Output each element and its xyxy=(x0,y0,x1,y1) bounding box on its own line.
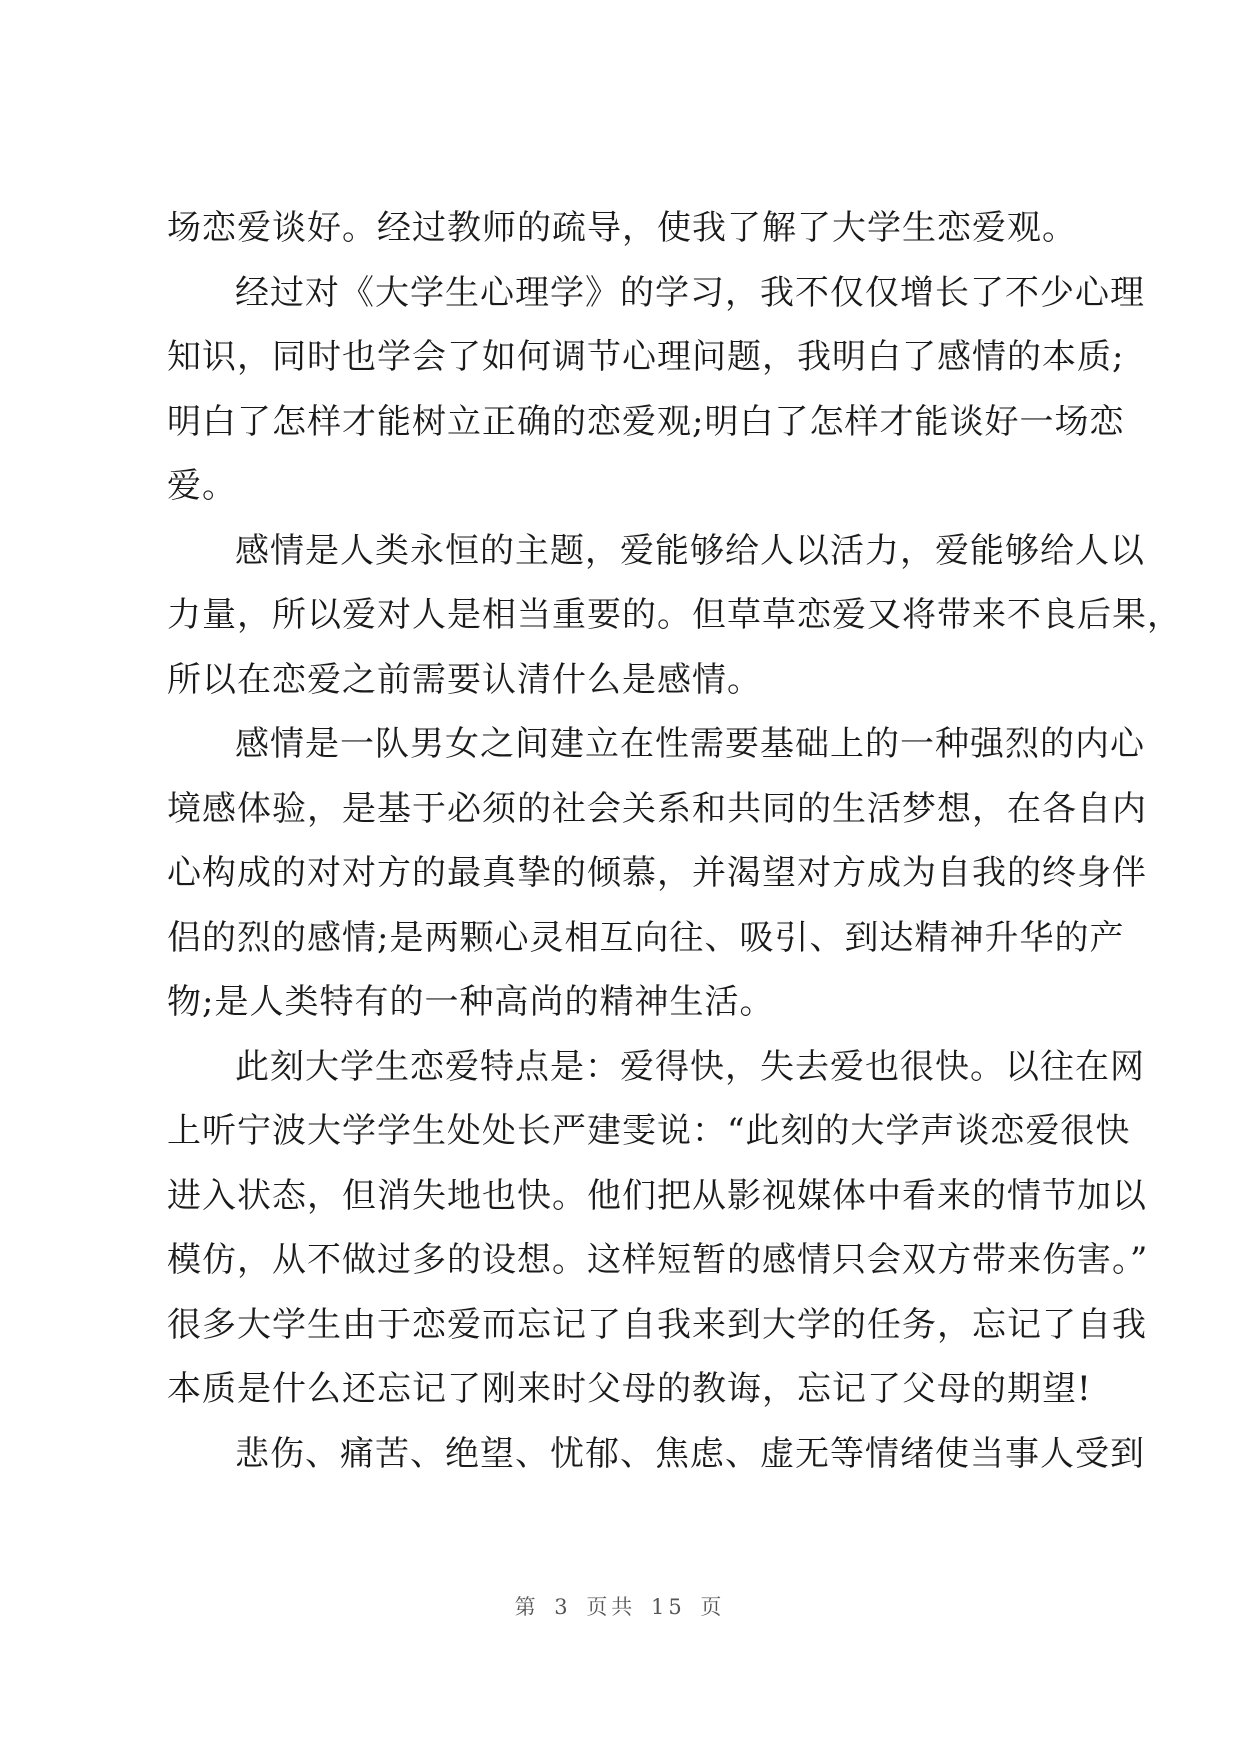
text-line: 经过对《大学生心理学》的学习，我不仅仅增长了不少心理 xyxy=(235,272,1145,313)
text-line: 爱。 xyxy=(167,466,237,506)
text-line: 场恋爱谈好。经过教师的疏导，使我了解了大学生恋爱观。 xyxy=(167,208,1077,248)
text-line: 力量，所以爱对人是相当重要的。但草草恋爱又将带来不良后果， xyxy=(167,595,1182,635)
page-footer xyxy=(0,1591,1240,1621)
text-line: 很多大学生由于恋爱而忘记了自我来到大学的任务，忘记了自我 xyxy=(167,1304,1147,1345)
footer-total-pages: 15 xyxy=(651,1595,686,1619)
text-line: 境感体验，是基于必须的社会关系和共同的生活梦想，在各自内 xyxy=(167,788,1147,829)
footer-prefix: 第 xyxy=(514,1595,540,1619)
text-line: 心构成的对对方的最真挚的倾慕，并渴望对方成为自我的终身伴 xyxy=(167,853,1147,893)
text-line: 进入状态，但消失地也快。他们把从影视媒体中看来的情节加以 xyxy=(167,1175,1147,1216)
text-line: 知识，同时也学会了如何调节心理问题，我明白了感情的本质; xyxy=(167,337,1125,377)
footer-suffix: 页 xyxy=(700,1595,726,1619)
text-line: 感情是一队男女之间建立在性需要基础上的一种强烈的内心 xyxy=(235,724,1145,764)
text-line: 上听宁波大学学生处处长严建雯说：“此刻的大学声谈恋爱很快 xyxy=(167,1111,1131,1151)
text-line: 模仿，从不做过多的设想。这样短暂的感情只会双方带来伤害。” xyxy=(167,1240,1149,1280)
text-line: 本质是什么还忘记了刚来时父母的教诲，忘记了父母的期望! xyxy=(167,1369,1092,1409)
footer-current-page: 3 xyxy=(554,1595,572,1619)
footer-middle: 页共 xyxy=(586,1595,637,1619)
text-line: 明白了怎样才能树立正确的恋爱观;明白了怎样才能谈好一场恋 xyxy=(167,401,1125,442)
text-line: 侣的烈的感情;是两颗心灵相互向往、吸引、到达精神升华的产 xyxy=(167,917,1125,958)
text-line: 悲伤、痛苦、绝望、忧郁、焦虑、虚无等情绪使当事人受到 xyxy=(235,1433,1145,1474)
text-line: 感情是人类永恒的主题，爱能够给人以活力，爱能够给人以 xyxy=(235,530,1145,571)
body-text xyxy=(167,196,1182,1486)
text-line: 物;是人类特有的一种高尚的精神生活。 xyxy=(167,982,775,1022)
text-line: 所以在恋爱之前需要认清什么是感情。 xyxy=(167,659,762,700)
text-line: 此刻大学生恋爱特点是：爱得快，失去爱也很快。以往在网 xyxy=(235,1046,1145,1087)
